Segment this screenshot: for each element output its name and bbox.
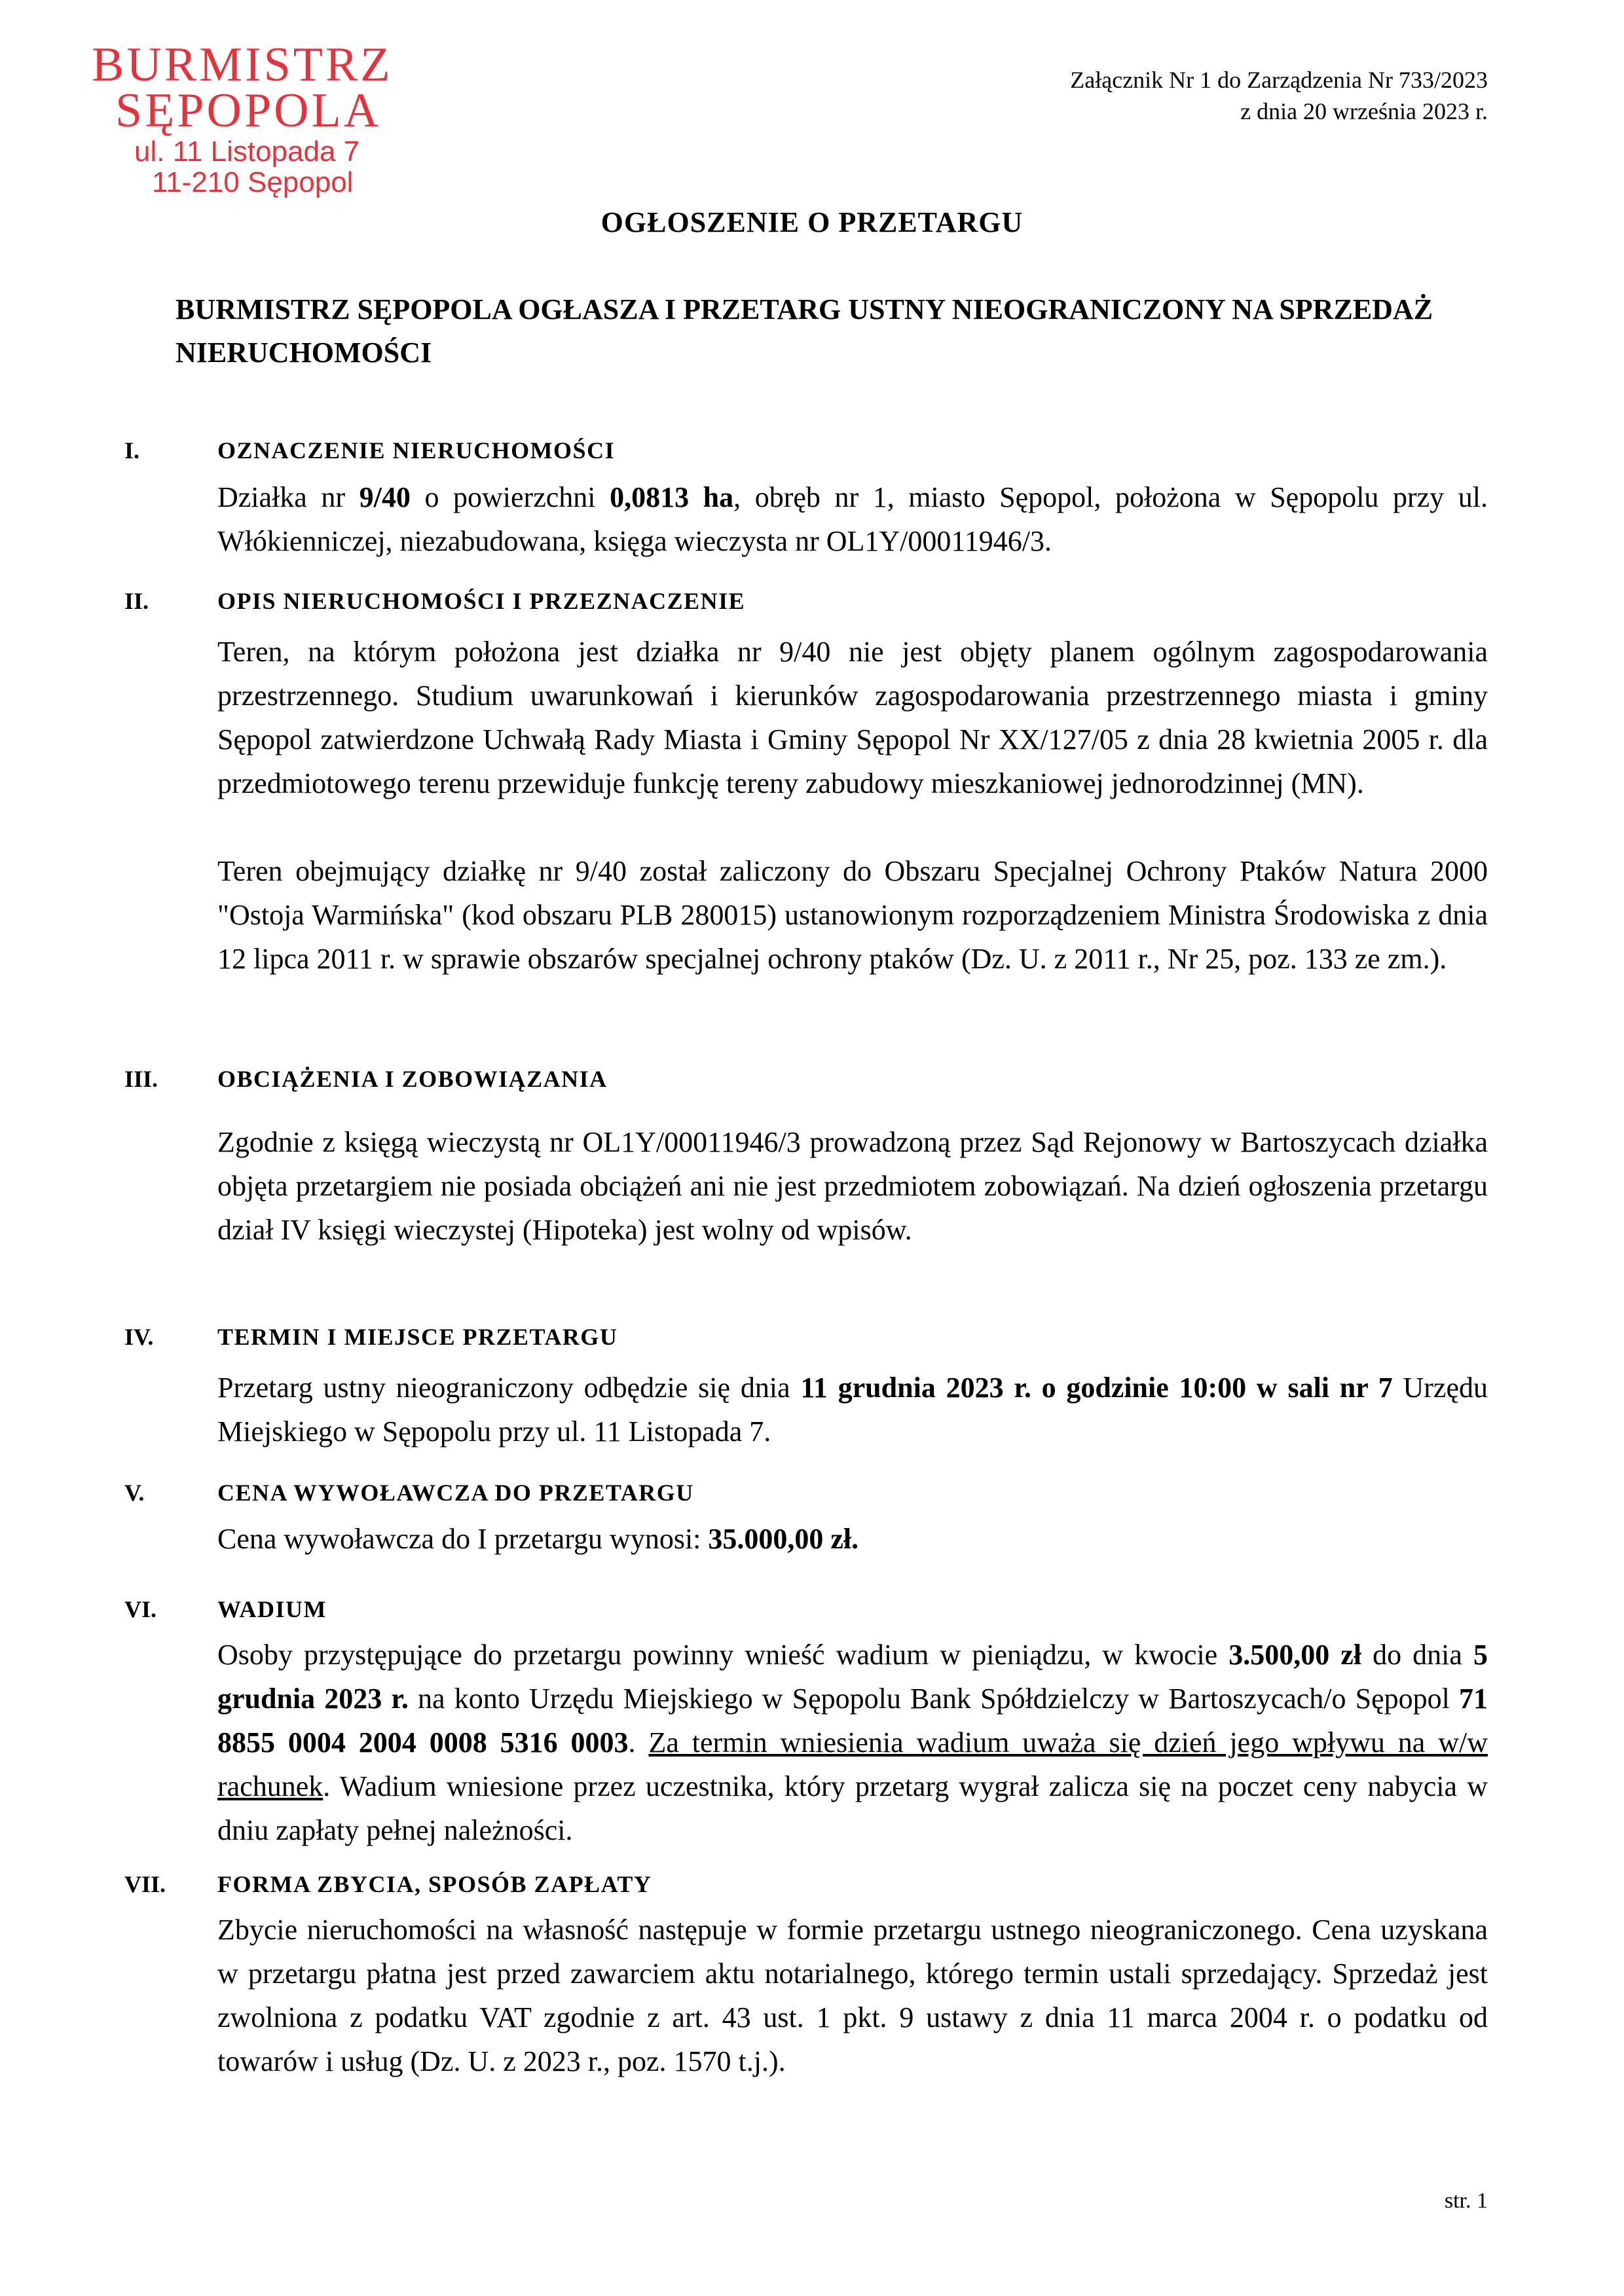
document-title: OGŁOSZENIE O PRZETARGU	[600, 206, 1024, 238]
section-heading: OZNACZENIE NIERUCHOMOŚCI	[217, 437, 616, 464]
section-heading: WADIUM	[217, 1596, 327, 1622]
document-subtitle: BURMISTRZ SĘPOPOLA OGŁASZA I PRZETARG USTNY NIEOGRANICZONY NA SPRZEDAŻ NIERUCHOMOŚCI	[175, 293, 1433, 369]
annex-line-1: Załącznik Nr 1 do Zarządzenia Nr 733/2023	[1070, 67, 1488, 93]
section-heading: CENA WYWOŁAWCZA DO PRZETARGU	[217, 1480, 694, 1506]
section-paragraph: Przetarg ustny nieograniczony odbędzie się dnia 11 grudnia 2023 r. o godzinie 10:00 w sali nr 7 Urzędu Miejskiego w Sępopolu przy ul. 11 Listopada 7.	[217, 1372, 1488, 1448]
section-paragraph: Teren obejmujący działkę nr 9/40 został zaliczony do Obszaru Specjalnej Ochrony Ptaków Natura 2000 "Ostoja Warmińska" (kod obszaru PLB 280015) ustanowionym rozporządzeniem Ministra Środowiska z dnia 12 lipca 2011 r. w sprawie obszarów specjalnej ochrony ptaków (Dz. U. z 2011 r., Nr 25, poz. 133 ze zm.).	[217, 855, 1488, 975]
section-heading: OPIS NIERUCHOMOŚCI I PRZEZNACZENIE	[217, 588, 746, 614]
section-number: VII.	[124, 1871, 166, 1897]
section-paragraph: Osoby przystępujące do przetargu powinny wnieść wadium w pieniądzu, w kwocie 3.500,00 zł do dnia 5 grudnia 2023 r. na konto Urzędu Miejskiego w Sępopolu Bank Spółdzielczy w Bartoszycach/o Sępopol 71 8855 0004 2004 0008 5316 0003. Za termin wniesienia wadium uważa się dzień jego wpływu na w/w rachunek. Wadium wniesione przez uczestnika, który przetarg wygrał zalicza się na poczet ceny nabycia w dniu zapłaty pełnej należności.	[217, 1639, 1488, 1846]
section-paragraph: Działka nr 9/40 o powierzchni 0,0813 ha, obręb nr 1, miasto Sępopol, położona w Sępopolu przy ul. Włókienniczej, niezabudowana, księga wieczysta nr OL1Y/00011946/3.	[217, 481, 1488, 557]
section-number: I.	[124, 437, 140, 464]
section-paragraph: Zbycie nieruchomości na własność następuje w formie przetargu ustnego nieograniczonego. Cena uzyskana w przetargu płatna jest przed zawarciem aktu notarialnego, którego termin ustali sprzedający. Sprzedaż jest zwolniona z podatku VAT zgodnie z art. 43 ust. 1 pkt. 9 ustawy z dnia 11 marca 2004 r. o podatku od towarów i usług (Dz. U. z 2023 r., poz. 1570 t.j.).	[217, 1914, 1488, 2077]
section-paragraph: Cena wywoławcza do I przetargu wynosi: 35.000,00 zł.	[217, 1523, 859, 1555]
stamp-line-4: 11-210 Sępopol	[152, 166, 354, 198]
section-heading: OBCIĄŻENIA I ZOBOWIĄZANIA	[217, 1066, 608, 1092]
page-number: str. 1	[1444, 2189, 1488, 2213]
stamp-line-3: ul. 11 Listopada 7	[134, 136, 360, 168]
section-paragraph: Teren, na którym położona jest działka nr 9/40 nie jest objęty planem ogólnym zagospodarowania przestrzennego. Studium uwarunkowań i kierunków zagospodarowania przestrzennego miasta i gminy Sępopol zatwierdzone Uchwałą Rady Miasta i Gminy Sępopol Nr XX/127/05 z dnia 28 kwietnia 2005 r. dla przedmiotowego terenu przewiduje funkcję tereny zabudowy mieszkaniowej jednorodzinnej (MN).	[217, 636, 1488, 799]
section-number: IV.	[124, 1324, 154, 1350]
annex-line-2: z dnia 20 września 2023 r.	[1240, 98, 1488, 124]
section-number: II.	[124, 588, 149, 614]
section-number: III.	[124, 1066, 158, 1092]
stamp-line-2: SĘPOPOLA	[115, 84, 382, 137]
section-number: V.	[124, 1480, 145, 1506]
section-paragraph: Zgodnie z księgą wieczystą nr OL1Y/00011946/3 prowadzoną przez Sąd Rejonowy w Bartoszycach działka objęta przetargiem nie posiada obciążeń ani nie jest przedmiotem zobowiązań. Na dzień ogłoszenia przetargu dział IV księgi wieczystej (Hipoteka) jest wolny od wpisów.	[217, 1126, 1488, 1246]
annex-reference	[1070, 64, 1488, 127]
stamp-line-1: BURMISTRZ	[92, 38, 393, 92]
section-heading: FORMA ZBYCIA, SPOSÓB ZAPŁATY	[217, 1871, 652, 1897]
section-heading: TERMIN I MIEJSCE PRZETARGU	[217, 1324, 618, 1350]
section-number: VI.	[124, 1596, 157, 1622]
